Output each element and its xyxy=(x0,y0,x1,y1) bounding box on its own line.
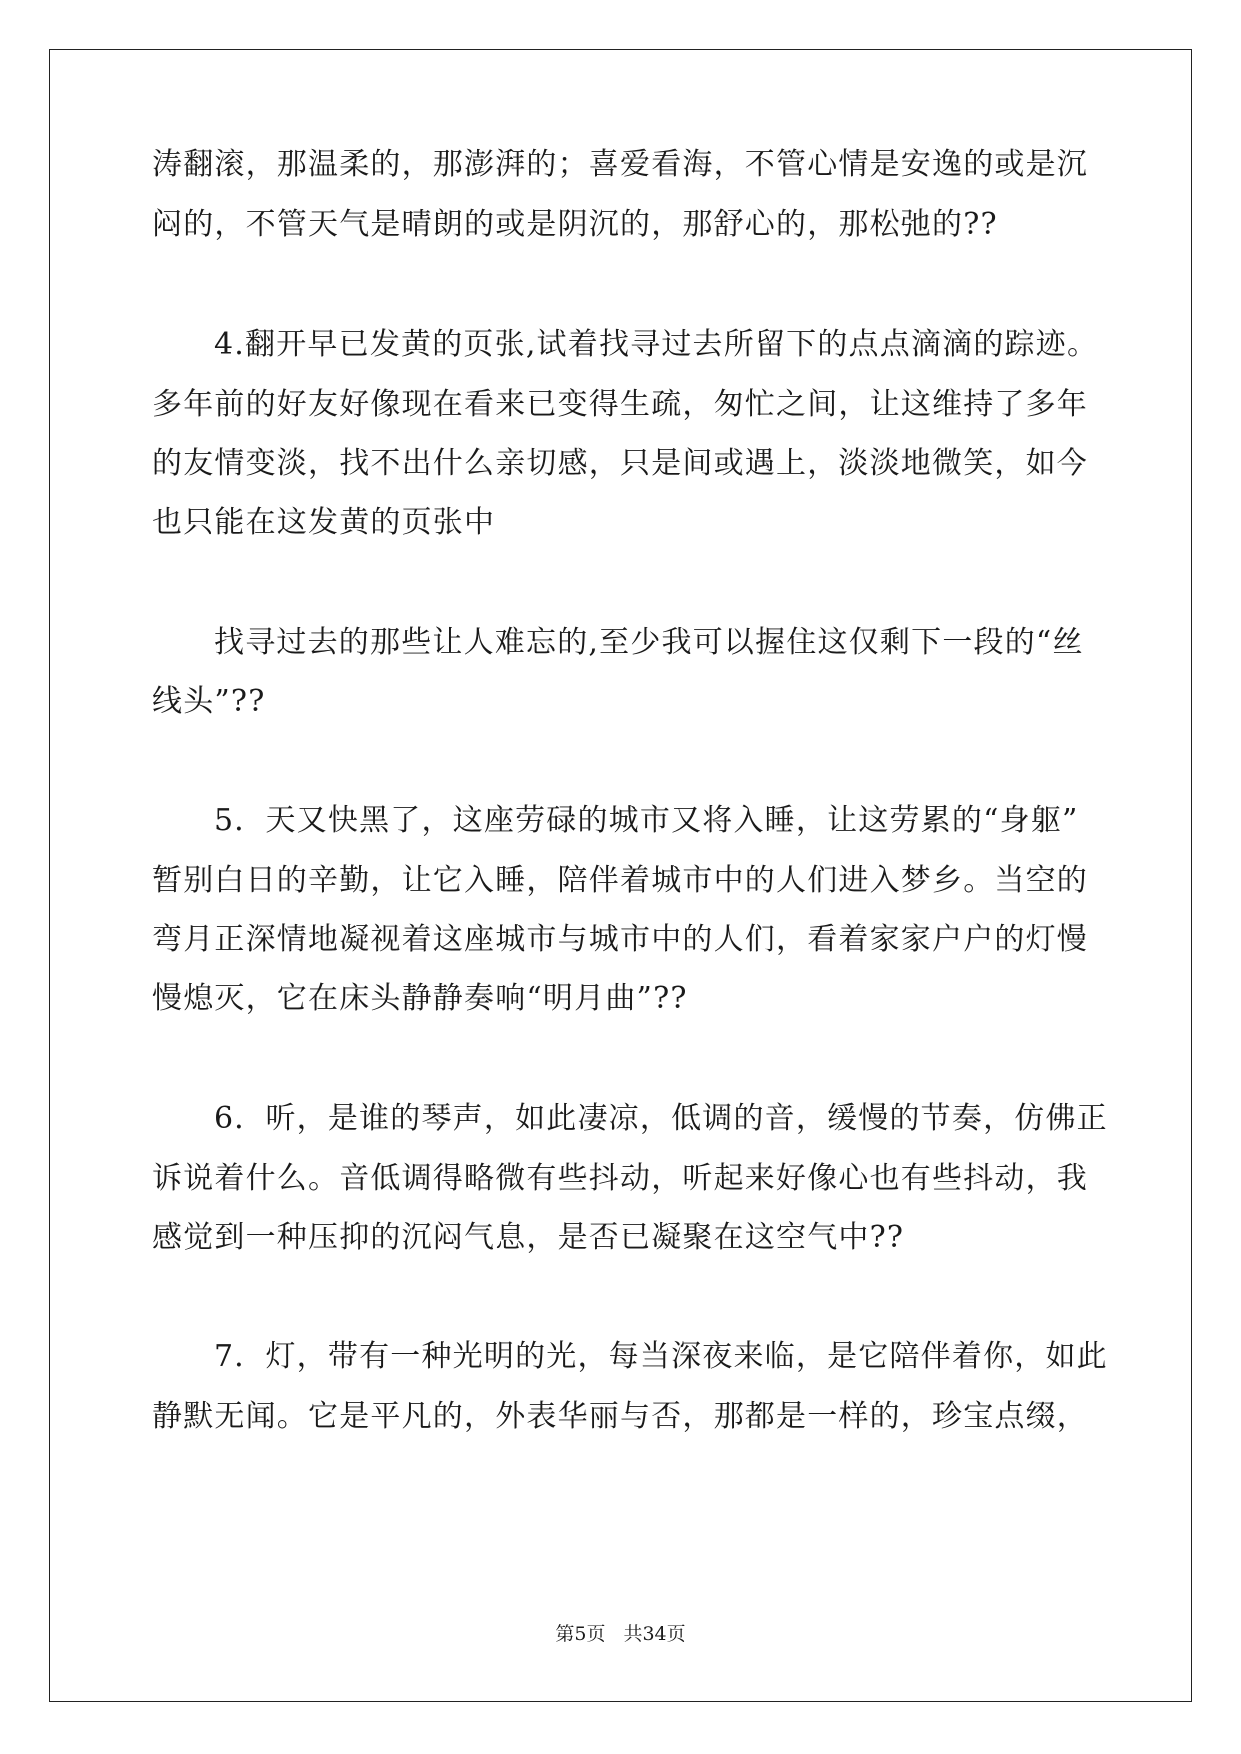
paragraph-start-line: 7．灯，带有一种光明的光，每当深夜来临，是它陪伴着你，如此 xyxy=(214,1339,1108,1374)
text-line: 多年前的好友好像现在看来已变得生疏，匆忙之间，让这维持了多年 xyxy=(152,387,1088,422)
paragraph-start-line: 5．天又快黑了，这座劳碌的城市又将入睡，让这劳累的“身躯” xyxy=(214,803,1079,838)
page-total: 共34页 xyxy=(623,1623,686,1645)
text-line: 感觉到一种压抑的沉闷气息，是否已凝聚在这空气中?? xyxy=(152,1220,905,1255)
text-line: 线头”?? xyxy=(152,684,266,719)
text-line: 也只能在这发黄的页张中 xyxy=(152,505,496,540)
text-line: 闷的，不管天气是晴朗的或是阴沉的，那舒心的，那松弛的?? xyxy=(152,207,998,242)
text-line: 慢熄灭，它在床头静静奏响“明月曲”?? xyxy=(152,981,688,1016)
text-line: 的友情变淡，找不出什么亲切感，只是间或遇上，淡淡地微笑，如今 xyxy=(152,446,1088,481)
page-number: 第5页 xyxy=(555,1623,606,1645)
text-line: 暂别白日的辛勤，让它入睡，陪伴着城市中的人们进入梦乡。当空的 xyxy=(152,863,1088,898)
text-line: 涛翻滚，那温柔的，那澎湃的；喜爱看海，不管心情是安逸的或是沉 xyxy=(152,147,1088,182)
text-line: 诉说着什么。音低调得略微有些抖动，听起来好像心也有些抖动，我 xyxy=(152,1161,1088,1196)
text-line: 静默无闻。它是平凡的，外表华丽与否，那都是一样的，珍宝点缀， xyxy=(152,1399,1088,1434)
page-footer xyxy=(0,1622,1241,1646)
paragraph-start-line: 4.翻开早已发黄的页张,试着找寻过去所留下的点点滴滴的踪迹。 xyxy=(214,327,1099,362)
paragraph-start-line: 找寻过去的那些让人难忘的,至少我可以握住这仅剩下一段的“丝 xyxy=(214,625,1084,660)
paragraph-start-line: 6．听，是谁的琴声，如此凄凉，低调的音，缓慢的节奏，仿佛正 xyxy=(214,1101,1108,1136)
text-line: 弯月正深情地凝视着这座城市与城市中的人们，看着家家户户的灯慢 xyxy=(152,922,1088,957)
